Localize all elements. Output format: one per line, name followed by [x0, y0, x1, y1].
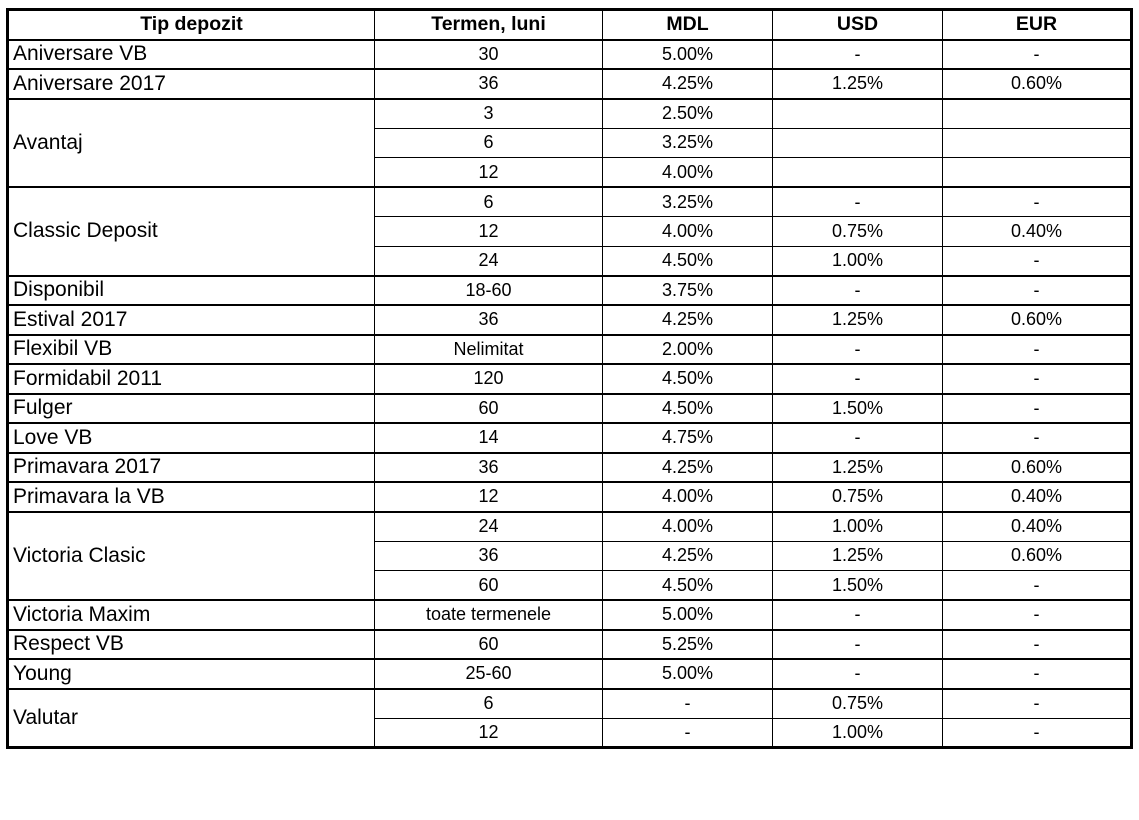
table-row — [8, 689, 1132, 719]
mdl-rate-cell: - — [603, 689, 773, 719]
mdl-rate-cell: - — [603, 718, 773, 748]
usd-rate-cell: 1.00% — [773, 512, 943, 542]
header-mdl: MDL — [603, 10, 773, 40]
eur-rate-cell: - — [943, 718, 1132, 748]
eur-rate-cell: 0.40% — [943, 482, 1132, 512]
table-row — [8, 99, 1132, 129]
mdl-rate-cell: 4.25% — [603, 69, 773, 99]
table-body — [8, 40, 1132, 748]
mdl-rate-cell: 4.00% — [603, 512, 773, 542]
header-usd: USD — [773, 10, 943, 40]
header-row — [8, 10, 1132, 40]
usd-rate-cell: - — [773, 364, 943, 394]
table-row — [8, 600, 1132, 630]
usd-rate-cell: - — [773, 630, 943, 660]
mdl-rate-cell: 4.50% — [603, 394, 773, 424]
deposit-name-cell: Aniversare 2017 — [8, 69, 375, 99]
mdl-rate-cell: 4.75% — [603, 423, 773, 453]
term-cell: 60 — [375, 394, 603, 424]
table-row — [8, 335, 1132, 365]
usd-rate-cell: - — [773, 600, 943, 630]
deposit-name-cell: Aniversare VB — [8, 40, 375, 70]
usd-rate-cell: 1.25% — [773, 453, 943, 483]
table-header — [8, 10, 1132, 40]
mdl-rate-cell: 2.50% — [603, 99, 773, 129]
eur-rate-cell: - — [943, 659, 1132, 689]
term-cell: 36 — [375, 453, 603, 483]
usd-rate-cell: - — [773, 40, 943, 70]
usd-rate-cell: 1.25% — [773, 69, 943, 99]
mdl-rate-cell: 3.25% — [603, 128, 773, 158]
usd-rate-cell: - — [773, 276, 943, 306]
term-cell: 12 — [375, 217, 603, 247]
deposit-name-cell: Fulger — [8, 394, 375, 424]
deposit-name-cell: Victoria Maxim — [8, 600, 375, 630]
table-row — [8, 69, 1132, 99]
table-row — [8, 482, 1132, 512]
table-row — [8, 364, 1132, 394]
mdl-rate-cell: 5.00% — [603, 40, 773, 70]
table-row — [8, 187, 1132, 217]
mdl-rate-cell: 2.00% — [603, 335, 773, 365]
deposit-name-cell: Estival 2017 — [8, 305, 375, 335]
deposit-rates-table — [6, 8, 1133, 749]
table-row — [8, 305, 1132, 335]
deposit-name-cell: Love VB — [8, 423, 375, 453]
header-deposit-type: Tip depozit — [8, 10, 375, 40]
eur-rate-cell — [943, 99, 1132, 129]
term-cell: 24 — [375, 246, 603, 276]
term-cell: 25-60 — [375, 659, 603, 689]
deposit-name-cell: Formidabil 2011 — [8, 364, 375, 394]
eur-rate-cell: 0.60% — [943, 541, 1132, 571]
mdl-rate-cell: 3.75% — [603, 276, 773, 306]
term-cell: 60 — [375, 571, 603, 601]
usd-rate-cell: 1.00% — [773, 246, 943, 276]
mdl-rate-cell: 4.50% — [603, 246, 773, 276]
table-row — [8, 394, 1132, 424]
term-cell: 60 — [375, 630, 603, 660]
term-cell: 18-60 — [375, 276, 603, 306]
mdl-rate-cell: 5.00% — [603, 600, 773, 630]
eur-rate-cell: - — [943, 571, 1132, 601]
term-cell: 3 — [375, 99, 603, 129]
deposit-name-cell: Victoria Clasic — [8, 512, 375, 601]
deposit-name-cell: Primavara la VB — [8, 482, 375, 512]
mdl-rate-cell: 4.25% — [603, 305, 773, 335]
usd-rate-cell: - — [773, 187, 943, 217]
table-row — [8, 659, 1132, 689]
usd-rate-cell: - — [773, 659, 943, 689]
term-cell: 6 — [375, 187, 603, 217]
usd-rate-cell: 0.75% — [773, 217, 943, 247]
usd-rate-cell: - — [773, 335, 943, 365]
term-cell: 120 — [375, 364, 603, 394]
deposit-name-cell: Disponibil — [8, 276, 375, 306]
term-cell: toate termenele — [375, 600, 603, 630]
usd-rate-cell — [773, 158, 943, 188]
deposit-name-cell: Respect VB — [8, 630, 375, 660]
mdl-rate-cell: 4.50% — [603, 571, 773, 601]
mdl-rate-cell: 4.50% — [603, 364, 773, 394]
deposit-name-cell: Primavara 2017 — [8, 453, 375, 483]
usd-rate-cell: 1.00% — [773, 718, 943, 748]
term-cell: 12 — [375, 158, 603, 188]
term-cell: 24 — [375, 512, 603, 542]
eur-rate-cell: 0.40% — [943, 217, 1132, 247]
usd-rate-cell: 1.50% — [773, 394, 943, 424]
usd-rate-cell: 1.25% — [773, 305, 943, 335]
table-row — [8, 630, 1132, 660]
deposit-name-cell: Young — [8, 659, 375, 689]
usd-rate-cell: - — [773, 423, 943, 453]
mdl-rate-cell: 4.00% — [603, 482, 773, 512]
eur-rate-cell: - — [943, 600, 1132, 630]
eur-rate-cell — [943, 158, 1132, 188]
eur-rate-cell: - — [943, 40, 1132, 70]
term-cell: 36 — [375, 69, 603, 99]
term-cell: 6 — [375, 128, 603, 158]
usd-rate-cell: 1.25% — [773, 541, 943, 571]
eur-rate-cell: - — [943, 364, 1132, 394]
eur-rate-cell: - — [943, 335, 1132, 365]
mdl-rate-cell: 5.00% — [603, 659, 773, 689]
term-cell: 12 — [375, 718, 603, 748]
eur-rate-cell: 0.40% — [943, 512, 1132, 542]
header-eur: EUR — [943, 10, 1132, 40]
eur-rate-cell: 0.60% — [943, 305, 1132, 335]
term-cell: 30 — [375, 40, 603, 70]
mdl-rate-cell: 3.25% — [603, 187, 773, 217]
table-row — [8, 512, 1132, 542]
term-cell: 36 — [375, 541, 603, 571]
table-row — [8, 40, 1132, 70]
usd-rate-cell: 1.50% — [773, 571, 943, 601]
mdl-rate-cell: 4.00% — [603, 217, 773, 247]
eur-rate-cell — [943, 128, 1132, 158]
eur-rate-cell: - — [943, 276, 1132, 306]
eur-rate-cell: - — [943, 187, 1132, 217]
table-row — [8, 276, 1132, 306]
usd-rate-cell: 0.75% — [773, 689, 943, 719]
usd-rate-cell — [773, 99, 943, 129]
deposit-name-cell: Avantaj — [8, 99, 375, 188]
eur-rate-cell: - — [943, 630, 1132, 660]
term-cell: 36 — [375, 305, 603, 335]
mdl-rate-cell: 4.00% — [603, 158, 773, 188]
term-cell: 12 — [375, 482, 603, 512]
eur-rate-cell: - — [943, 689, 1132, 719]
eur-rate-cell: - — [943, 246, 1132, 276]
eur-rate-cell: 0.60% — [943, 453, 1132, 483]
term-cell: 6 — [375, 689, 603, 719]
table-row — [8, 453, 1132, 483]
eur-rate-cell: - — [943, 394, 1132, 424]
usd-rate-cell — [773, 128, 943, 158]
deposit-name-cell: Classic Deposit — [8, 187, 375, 276]
mdl-rate-cell: 4.25% — [603, 541, 773, 571]
table-row — [8, 423, 1132, 453]
deposit-name-cell: Flexibil VB — [8, 335, 375, 365]
header-term-months: Termen, luni — [375, 10, 603, 40]
deposit-name-cell: Valutar — [8, 689, 375, 748]
mdl-rate-cell: 4.25% — [603, 453, 773, 483]
eur-rate-cell: - — [943, 423, 1132, 453]
term-cell: 14 — [375, 423, 603, 453]
eur-rate-cell: 0.60% — [943, 69, 1132, 99]
mdl-rate-cell: 5.25% — [603, 630, 773, 660]
usd-rate-cell: 0.75% — [773, 482, 943, 512]
term-cell: Nelimitat — [375, 335, 603, 365]
